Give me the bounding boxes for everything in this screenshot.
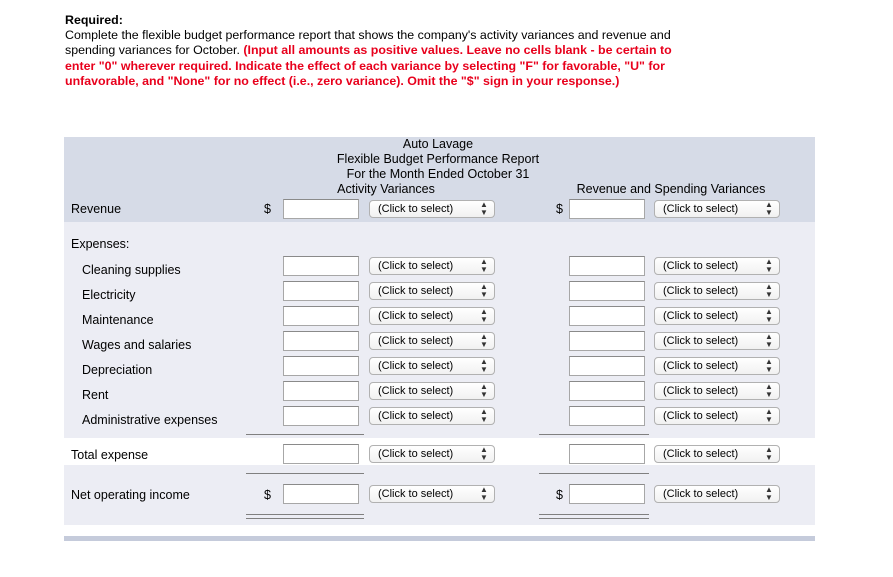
performance-report	[64, 137, 815, 542]
select-placeholder: (Click to select)	[378, 260, 454, 272]
expense-activity-input-electricity[interactable]	[283, 281, 359, 301]
select-placeholder: (Click to select)	[378, 310, 454, 322]
revenue-activity-input[interactable]	[283, 199, 359, 219]
expense-spending-input-electricity[interactable]	[569, 281, 645, 301]
revenue-activity-select[interactable]	[369, 200, 495, 218]
expenses-activity-underline	[246, 434, 364, 435]
total-activity-select[interactable]	[369, 445, 495, 463]
net-spending-input[interactable]	[569, 484, 645, 504]
up-down-arrows-icon: ▲ ▼	[480, 307, 488, 324]
revenue-activity-dollar: $	[264, 202, 271, 216]
up-down-arrows-icon: ▲ ▼	[765, 307, 773, 324]
expense-spending-select-rent[interactable]	[654, 382, 780, 400]
select-placeholder: (Click to select)	[378, 360, 454, 372]
expense-activity-input-wages-and-salaries[interactable]	[283, 331, 359, 351]
net-spending-double-underline-1	[539, 514, 649, 515]
net-activity-double-underline-2	[246, 518, 364, 519]
expense-spending-input-cleaning-supplies[interactable]	[569, 256, 645, 276]
up-down-arrows-icon: ▲ ▼	[765, 200, 773, 217]
expense-spending-input-rent[interactable]	[569, 381, 645, 401]
expense-spending-select-electricity[interactable]	[654, 282, 780, 300]
select-placeholder: (Click to select)	[378, 448, 454, 460]
revenue-spending-variances-header: Revenue and Spending Variances	[576, 182, 766, 196]
activity-variances-header: Activity Variances	[337, 182, 435, 196]
instructions	[65, 13, 690, 89]
expenses-spending-underline	[539, 434, 649, 435]
band-top	[64, 222, 815, 238]
up-down-arrows-icon: ▲ ▼	[765, 382, 773, 399]
expense-activity-select-maintenance[interactable]	[369, 307, 495, 325]
total-spending-underline	[539, 473, 649, 474]
select-placeholder: (Click to select)	[663, 410, 739, 422]
expense-spending-input-depreciation[interactable]	[569, 356, 645, 376]
select-placeholder: (Click to select)	[378, 335, 454, 347]
up-down-arrows-icon: ▲ ▼	[765, 407, 773, 424]
instructions-text: Complete the flexible budget performance report that shows the company's activity variances and revenue and spending variances for October.	[65, 28, 671, 58]
expense-spending-select-cleaning-supplies[interactable]	[654, 257, 780, 275]
expense-spending-select-wages-and-salaries[interactable]	[654, 332, 780, 350]
up-down-arrows-icon: ▲ ▼	[480, 257, 488, 274]
expense-activity-input-cleaning-supplies[interactable]	[283, 256, 359, 276]
total-activity-input[interactable]	[283, 444, 359, 464]
up-down-arrows-icon: ▲ ▼	[765, 485, 773, 502]
revenue-spending-input[interactable]	[569, 199, 645, 219]
up-down-arrows-icon: ▲ ▼	[765, 332, 773, 349]
select-placeholder: (Click to select)	[378, 410, 454, 422]
total-spending-select[interactable]	[654, 445, 780, 463]
up-down-arrows-icon: ▲ ▼	[480, 407, 488, 424]
net-activity-input[interactable]	[283, 484, 359, 504]
expense-activity-input-administrative-expenses[interactable]	[283, 406, 359, 426]
select-placeholder: (Click to select)	[663, 360, 739, 372]
expenses-label: Expenses:	[71, 237, 130, 251]
select-placeholder: (Click to select)	[378, 285, 454, 297]
total-spending-input[interactable]	[569, 444, 645, 464]
expense-spending-input-maintenance[interactable]	[569, 306, 645, 326]
company-name: Auto Lavage	[402, 137, 474, 151]
total-activity-underline	[246, 473, 364, 474]
expense-activity-select-cleaning-supplies[interactable]	[369, 257, 495, 275]
up-down-arrows-icon: ▲ ▼	[480, 357, 488, 374]
expense-label-cleaning-supplies: Cleaning supplies	[82, 263, 181, 277]
net-activity-double-underline-1	[246, 514, 364, 515]
total-expense-label: Total expense	[71, 448, 149, 462]
up-down-arrows-icon: ▲ ▼	[765, 257, 773, 274]
revenue-spending-dollar: $	[556, 202, 563, 216]
expense-spending-select-administrative-expenses[interactable]	[654, 407, 780, 425]
revenue-label: Revenue	[71, 202, 122, 216]
expense-label-administrative-expenses: Administrative expenses	[82, 413, 218, 427]
net-spending-select[interactable]	[654, 485, 780, 503]
up-down-arrows-icon: ▲ ▼	[765, 282, 773, 299]
expense-spending-select-maintenance[interactable]	[654, 307, 780, 325]
up-down-arrows-icon: ▲ ▼	[480, 445, 488, 462]
expense-spending-input-wages-and-salaries[interactable]	[569, 331, 645, 351]
required-heading: Required:	[65, 13, 123, 27]
expense-activity-select-rent[interactable]	[369, 382, 495, 400]
up-down-arrows-icon: ▲ ▼	[765, 357, 773, 374]
expense-activity-input-rent[interactable]	[283, 381, 359, 401]
expense-label-electricity: Electricity	[82, 288, 136, 302]
select-placeholder: (Click to select)	[378, 488, 454, 500]
expense-spending-select-depreciation[interactable]	[654, 357, 780, 375]
report-bottom-band	[64, 536, 815, 541]
expense-activity-select-electricity[interactable]	[369, 282, 495, 300]
select-placeholder: (Click to select)	[663, 260, 739, 272]
net-activity-select[interactable]	[369, 485, 495, 503]
expense-spending-input-administrative-expenses[interactable]	[569, 406, 645, 426]
expense-label-depreciation: Depreciation	[82, 363, 153, 377]
select-placeholder: (Click to select)	[663, 285, 739, 297]
report-period: For the Month Ended October 31	[346, 167, 530, 181]
report-title: Flexible Budget Performance Report	[336, 152, 540, 166]
select-placeholder: (Click to select)	[663, 203, 739, 215]
net-activity-dollar: $	[264, 488, 271, 502]
net-spending-double-underline-2	[539, 518, 649, 519]
net-spending-dollar: $	[556, 488, 563, 502]
select-placeholder: (Click to select)	[378, 385, 454, 397]
net-operating-income-label: Net operating income	[71, 488, 190, 502]
up-down-arrows-icon: ▲ ▼	[480, 200, 488, 217]
expense-activity-input-maintenance[interactable]	[283, 306, 359, 326]
select-placeholder: (Click to select)	[378, 203, 454, 215]
up-down-arrows-icon: ▲ ▼	[480, 332, 488, 349]
expense-label-rent: Rent	[82, 388, 109, 402]
up-down-arrows-icon: ▲ ▼	[480, 485, 488, 502]
select-placeholder: (Click to select)	[663, 488, 739, 500]
expense-activity-select-administrative-expenses[interactable]	[369, 407, 495, 425]
up-down-arrows-icon: ▲ ▼	[765, 445, 773, 462]
select-placeholder: (Click to select)	[663, 385, 739, 397]
expense-label-wages-and-salaries: Wages and salaries	[82, 338, 192, 352]
expense-activity-select-wages-and-salaries[interactable]	[369, 332, 495, 350]
up-down-arrows-icon: ▲ ▼	[480, 282, 488, 299]
up-down-arrows-icon: ▲ ▼	[480, 382, 488, 399]
expense-activity-select-depreciation[interactable]	[369, 357, 495, 375]
select-placeholder: (Click to select)	[663, 310, 739, 322]
expense-label-maintenance: Maintenance	[82, 313, 154, 327]
select-placeholder: (Click to select)	[663, 448, 739, 460]
revenue-spending-select[interactable]	[654, 200, 780, 218]
select-placeholder: (Click to select)	[663, 335, 739, 347]
instructions-note: (Input all amounts as positive values. Leave no cells blank - be certain to enter "0" wherever required. Indicate the effect of each variance by selecting "F" for favorable, "U" for unfavorable, and "None" for no effect (i.e., zero variance). Omit the "$" sign in your response.)	[65, 43, 672, 88]
expense-activity-input-depreciation[interactable]	[283, 356, 359, 376]
